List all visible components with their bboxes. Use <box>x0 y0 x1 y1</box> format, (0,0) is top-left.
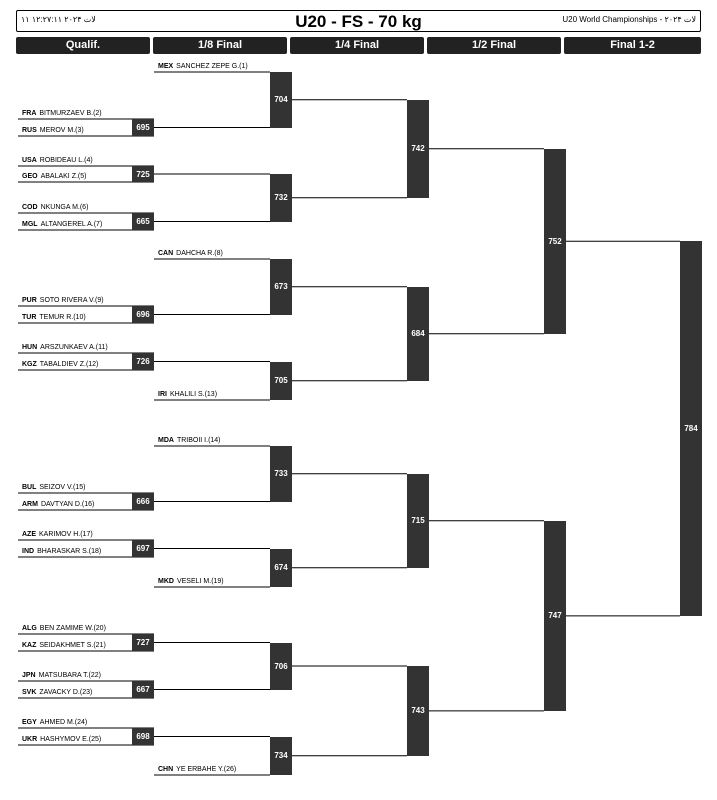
competitor-name: DAHCHA R.(8) <box>176 250 223 257</box>
competitor-name: TEMUR R.(10) <box>39 314 86 321</box>
match-box: 673 <box>270 259 292 315</box>
competitor-nation: KGZ <box>22 361 37 368</box>
match-box: 665 <box>132 213 154 230</box>
competitor-nation: COD <box>22 204 38 211</box>
competitor-nation: EGY <box>22 719 37 726</box>
competitor-label <box>22 296 104 305</box>
competitor-label <box>22 547 101 556</box>
competitor-name: VESELI M.(19) <box>176 578 224 585</box>
competitor-name: AHMED M.(24) <box>39 719 88 726</box>
competitor-nation: IND <box>22 548 35 555</box>
competitor-label <box>22 718 87 727</box>
competitor-label <box>158 249 223 258</box>
competitor-nation: AZE <box>22 531 36 538</box>
competitor-nation: TUR <box>22 314 37 321</box>
competitor-name: TRIBOII I.(14) <box>176 437 221 444</box>
competitor-nation: MEX <box>158 63 174 70</box>
page-title: U20 - FS - 70 kg <box>295 12 422 31</box>
match-box: 732 <box>270 174 292 222</box>
competitor-label <box>22 109 102 118</box>
match-box: 743 <box>407 666 429 756</box>
match-box: 666 <box>132 493 154 510</box>
competitor-nation: MDA <box>158 437 174 444</box>
competitor-name: SEIDAKHMET S.(21) <box>39 642 106 649</box>
competitor-label <box>158 765 236 774</box>
match-box: 742 <box>407 100 429 198</box>
round-header-r16: 1/8 Final <box>153 37 287 54</box>
header-left-text: لات ۲۰۲۴ ۱۲:۲۷:۱۱ ۱۱ <box>21 15 96 24</box>
competitor-name: ROBIDEAU L.(4) <box>39 157 93 164</box>
competitor-name: YE ERBAHE Y.(26) <box>176 766 237 773</box>
competitor-nation: RUS <box>22 127 37 134</box>
match-box: 695 <box>132 119 154 136</box>
competitor-nation: IRI <box>158 391 167 398</box>
competitor-name: ALTANGEREL A.(7) <box>40 221 103 228</box>
competitor-nation: ARM <box>22 501 38 508</box>
competitor-label <box>22 156 93 165</box>
match-box: 704 <box>270 72 292 128</box>
match-box: 784 <box>680 241 702 616</box>
competitor-name: HASHYMOV E.(25) <box>40 736 102 743</box>
round-header-qualif: Qualif. <box>16 37 150 54</box>
match-box: 747 <box>544 521 566 711</box>
competitor-name: SOTO RIVERA V.(9) <box>39 297 104 304</box>
competitor-label <box>22 530 93 539</box>
match-box: 726 <box>132 353 154 370</box>
competitor-label <box>22 641 106 650</box>
competitor-nation: JPN <box>22 672 36 679</box>
competitor-label <box>22 343 108 352</box>
match-box: 727 <box>132 634 154 651</box>
competitor-label <box>22 735 101 744</box>
competitor-nation: FRA <box>22 110 37 117</box>
competitor-label <box>22 671 101 680</box>
competitor-name: SEIZOV V.(15) <box>39 484 86 491</box>
round-header-final: Final 1-2 <box>564 37 701 54</box>
header-right-text: U20 World Championships - ۲۰۲۴ لات <box>562 15 696 24</box>
competitor-label <box>22 126 84 135</box>
competitor-name: BITMURZAEV B.(2) <box>39 110 102 117</box>
competitor-name: BHARASKAR S.(18) <box>37 548 102 555</box>
competitor-name: KHALILI S.(13) <box>169 391 218 398</box>
match-box: 705 <box>270 362 292 401</box>
competitor-name: MEROV M.(3) <box>39 127 84 134</box>
competitor-label <box>22 483 85 492</box>
competitor-nation: ALG <box>22 625 37 632</box>
competitor-nation: BUL <box>22 484 37 491</box>
competitor-nation: MGL <box>22 221 38 228</box>
competitor-nation: CHN <box>158 766 174 773</box>
competitor-name: ARSZUNKAEV A.(11) <box>40 344 108 351</box>
competitor-label <box>158 577 224 586</box>
competitor-name: TABALDIEV Z.(12) <box>39 361 99 368</box>
competitor-nation: HUN <box>22 344 38 351</box>
competitor-label <box>158 390 217 399</box>
competitor-label <box>158 436 221 445</box>
competitor-name: SANCHEZ ZEPE G.(1) <box>176 63 248 70</box>
competitor-name: NKUNGA M.(6) <box>40 204 89 211</box>
competitor-nation: GEO <box>22 173 38 180</box>
competitor-nation: KAZ <box>22 642 37 649</box>
competitor-label <box>158 62 248 71</box>
match-box: 733 <box>270 446 292 502</box>
competitor-nation: PUR <box>22 297 37 304</box>
competitor-label <box>22 172 86 181</box>
match-box: 698 <box>132 728 154 745</box>
competitor-name: KARIMOV H.(17) <box>39 531 93 538</box>
round-header-qf: 1/4 Final <box>290 37 424 54</box>
match-box: 697 <box>132 540 154 557</box>
competitor-nation: CAN <box>158 250 174 257</box>
match-box: 667 <box>132 681 154 698</box>
competitor-name: BEN ZAMIME W.(20) <box>39 625 106 632</box>
competitor-label <box>22 360 98 369</box>
match-box: 725 <box>132 166 154 182</box>
competitor-name: ZAVACKY D.(23) <box>39 689 93 696</box>
match-box: 734 <box>270 737 292 776</box>
match-box: 715 <box>407 474 429 568</box>
round-header-sf: 1/2 Final <box>427 37 561 54</box>
competitor-label <box>22 313 86 322</box>
competitor-name: MATSUBARA T.(22) <box>38 672 101 679</box>
competitor-label <box>22 220 102 229</box>
match-box: 674 <box>270 549 292 588</box>
competitor-nation: SVK <box>22 689 37 696</box>
match-box: 696 <box>132 306 154 323</box>
match-box: 706 <box>270 643 292 690</box>
competitor-label <box>22 500 94 509</box>
competitor-nation: UKR <box>22 736 38 743</box>
match-box: 752 <box>544 149 566 334</box>
competitor-name: DAVTYAN D.(16) <box>40 501 95 508</box>
competitor-label <box>22 203 88 212</box>
competitor-name: ABALAKI Z.(5) <box>40 173 87 180</box>
competitor-label <box>22 688 92 697</box>
match-box: 684 <box>407 287 429 381</box>
competitor-nation: USA <box>22 157 37 164</box>
competitor-label <box>22 624 106 633</box>
competitor-nation: MKD <box>158 578 174 585</box>
